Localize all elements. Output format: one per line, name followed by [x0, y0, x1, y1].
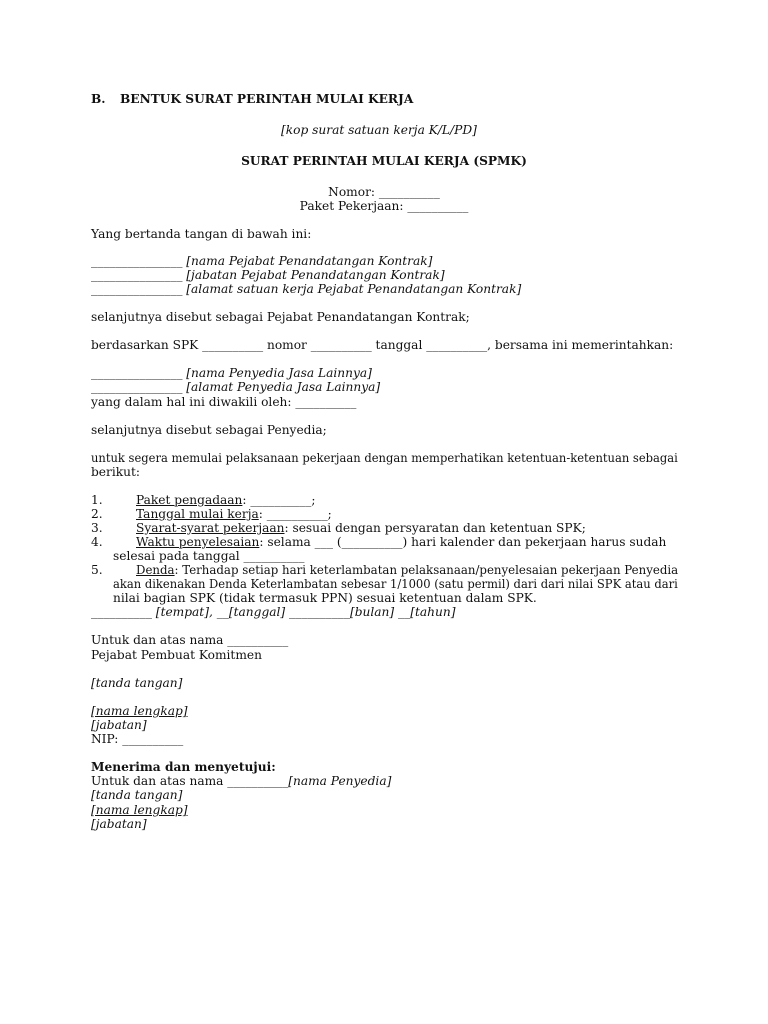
- jabatan: [jabatan]: [91, 718, 147, 732]
- blank-field: _______________: [91, 268, 183, 282]
- section-label: B.: [91, 92, 106, 106]
- item-label: Paket pengadaan: [136, 493, 243, 507]
- jabatan-penyedia: [jabatan]: [91, 817, 147, 831]
- kop-placeholder: [kop surat satuan kerja K/L/PD]: [281, 123, 477, 137]
- item-label: Tanggal mulai kerja: [136, 507, 259, 521]
- signer-alamat-line: [91, 282, 521, 297]
- item-label: Denda: [136, 563, 175, 577]
- list-item: [136, 521, 586, 536]
- blank-field: _______________: [91, 366, 183, 380]
- item-continuation: selesai pada tanggal __________: [113, 549, 305, 563]
- penyedia-nama: [nama Penyedia Jasa Lainnya]: [186, 366, 372, 380]
- untuk-segera-line-1: untuk segera memulai pelaksanaan pekerjaan dengan memperhatikan ketentuan-ketentuan sebagai: [91, 451, 678, 465]
- intro-text: Yang bertanda tangan di bawah ini:: [91, 227, 312, 241]
- list-item: [136, 507, 332, 522]
- item-number: 3.: [91, 521, 103, 535]
- item-number: 5.: [91, 563, 103, 577]
- untuk-segera-line-2: berikut:: [91, 465, 140, 479]
- diwakili-line: yang dalam hal ini diwakili oleh: __________: [91, 395, 357, 409]
- paket-line: Paket Pekerjaan: __________: [299, 199, 469, 213]
- list-item: [136, 535, 666, 550]
- list-item: [136, 563, 678, 578]
- list-item: [136, 493, 315, 508]
- signer-jabatan: [jabatan Pejabat Penandatangan Kontrak]: [186, 268, 445, 282]
- signer-nama-line: [91, 254, 432, 269]
- penyedia-alamat-line: [91, 380, 380, 395]
- item-continuation: akan dikenakan Denda Keterlambatan sebesar 1/1000 (satu permil) dari dari nilai SPK atau dari: [113, 577, 678, 591]
- untuk-atas-nama-penyedia: Untuk dan atas nama __________: [91, 774, 289, 788]
- selanjutnya-penyedia: selanjutnya disebut sebagai Penyedia;: [91, 423, 327, 437]
- item-number: 4.: [91, 535, 103, 549]
- section-title: BENTUK SURAT PERINTAH MULAI KERJA: [120, 92, 414, 106]
- nama-lengkap-penyedia: [nama lengkap]: [91, 803, 188, 817]
- item-label: Syarat-syarat pekerjaan: [136, 521, 285, 535]
- ppk-role: Pejabat Pembuat Komitmen: [91, 648, 262, 662]
- item-text: : selama ___ (__________) hari kalender dan pekerjaan harus sudah: [259, 535, 667, 549]
- tanda-tangan-penyedia: [tanda tangan]: [91, 788, 183, 802]
- place-date-line: __________ [tempat], __[tanggal] __________[bulan] __[tahun]: [91, 605, 456, 619]
- penyedia-nama-line: [91, 366, 372, 381]
- item-label: Waktu penyelesaian: [136, 535, 260, 549]
- blank-field: _______________: [91, 380, 183, 394]
- tanda-tangan: [tanda tangan]: [91, 676, 183, 690]
- menerima-heading: Menerima dan menyetujui:: [91, 760, 276, 774]
- blank-field: _______________: [91, 282, 183, 296]
- item-continuation: nilai bagian SPK (tidak termasuk PPN) sesuai ketentuan dalam SPK.: [113, 591, 537, 605]
- item-text: : sesuai dengan persyaratan dan ketentuan SPK;: [284, 521, 586, 535]
- penyedia-alamat: [alamat Penyedia Jasa Lainnya]: [186, 380, 381, 394]
- nama-lengkap: [nama lengkap]: [91, 704, 188, 718]
- nomor-line: Nomor: __________: [328, 185, 440, 199]
- signer-nama: [nama Pejabat Penandatangan Kontrak]: [186, 254, 433, 268]
- item-text: : Terhadap setiap hari keterlambatan pelaksanaan/penyelesaian pekerjaan Penyedia: [174, 563, 679, 577]
- untuk-atas-nama-penyedia-line: [91, 774, 391, 789]
- nama-penyedia: [nama Penyedia]: [288, 774, 392, 788]
- signer-alamat: [alamat satuan kerja Pejabat Penandatangan Kontrak]: [186, 282, 522, 296]
- document-title: SURAT PERINTAH MULAI KERJA (SPMK): [241, 154, 527, 168]
- nip-line: NIP: __________: [91, 732, 184, 746]
- selanjutnya-ppk: selanjutnya disebut sebagai Pejabat Penandatangan Kontrak;: [91, 310, 470, 324]
- signer-jabatan-line: [91, 268, 445, 283]
- item-text: : __________;: [242, 493, 316, 507]
- item-number: 1.: [91, 493, 103, 507]
- blank-field: _______________: [91, 254, 183, 268]
- berdasarkan-line: berdasarkan SPK __________ nomor __________ tanggal __________, bersama ini memerintahkan:: [91, 338, 674, 352]
- item-text: : __________;: [258, 507, 332, 521]
- untuk-atas-nama: Untuk dan atas nama __________: [91, 633, 289, 647]
- item-number: 2.: [91, 507, 103, 521]
